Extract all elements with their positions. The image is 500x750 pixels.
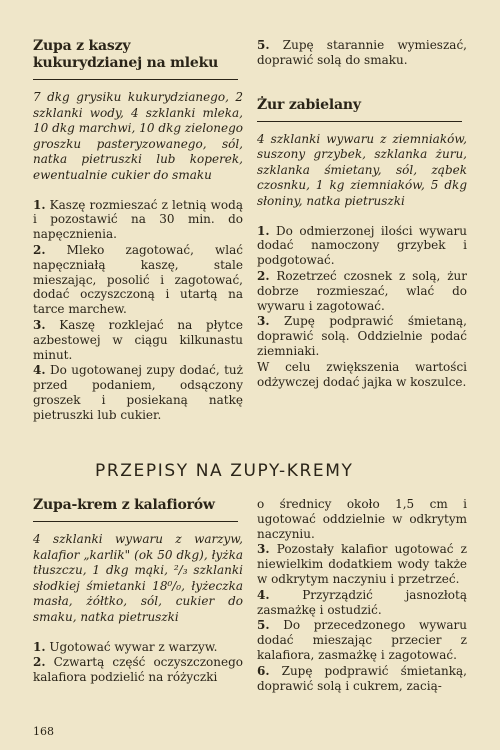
section-heading: PRZEPISY NA ZUPY-KREMY	[95, 461, 354, 481]
step	[33, 318, 243, 362]
step-number: 4.	[33, 363, 46, 378]
step-text: Do odmierzonej ilości wywaru dodać namoczony grzybek i podgotować.	[257, 223, 467, 268]
ingredients-list: 4 szklanki wywaru z ziemniaków, suszony grzybek, szklanka żuru, szklanka śmietany, sól, ząbek czosnku, 1 kg ziemniaków, 5 dkg słoniny, natka pietruszki	[257, 131, 467, 208]
step-text: Przyrządzić jasnozłotą zasmażkę i ostudzić.	[257, 587, 467, 617]
title-rule	[33, 521, 238, 522]
step	[33, 363, 243, 422]
step	[257, 314, 467, 358]
title-rule	[33, 79, 238, 80]
note	[257, 360, 467, 390]
step-number: 1.	[33, 639, 46, 654]
step-number: 5.	[257, 38, 270, 52]
step-text: Do przecedzonego wywaru dodać mieszając przecier z kalafiora, zasmażkę i zagotować.	[257, 618, 467, 662]
step-text: Zupę starannie wymieszać, doprawić solą do smaku.	[257, 38, 467, 67]
step-lead	[257, 497, 467, 541]
note-text: W celu zwiększenia wartości odżywczej dodać jajka w koszulce.	[257, 359, 467, 389]
step	[33, 198, 243, 242]
step-text: Kaszę rozmieszać z letnią wodą i pozostawić na 30 min. do napęcznienia.	[33, 197, 243, 242]
step-number: 3.	[257, 542, 270, 557]
step-text: Zupę podprawić śmietanką, doprawić solą i cukrem, zacią-	[257, 663, 467, 693]
step-text: Mleko zagotować, wlać napęczniałą kaszę, stale mieszając, posolić i zagotować, dodać oczyszczoną i utartą na tarce marchew.	[33, 242, 243, 317]
steps-list-continued	[257, 497, 467, 693]
step-text: Zupę podprawić śmietaną, doprawić solą. Oddzielnie podać ziemniaki.	[257, 314, 467, 358]
recipe-zupa-krem	[33, 497, 243, 686]
step-number: 1.	[257, 223, 270, 238]
recipe-title: Zupa-krem z kalafiorów	[33, 497, 215, 513]
step-number: 2.	[33, 655, 46, 670]
step-number: 1.	[33, 197, 46, 212]
step	[33, 243, 243, 317]
step	[33, 655, 243, 685]
step-text: Pozostały kalafior ugotować z niewielkim dodatkiem wody także w odkrytym naczyniu i przetrzeć.	[257, 542, 467, 586]
step-number: 2.	[33, 242, 46, 257]
steps-list	[33, 198, 243, 423]
steps-list	[257, 224, 467, 390]
step-text: Rozetrzeć czosnek z solą, żur dobrze rozmieszać, wlać do wywaru i zagotować.	[257, 268, 467, 313]
title-rule	[257, 121, 462, 122]
step	[257, 224, 467, 268]
steps-list-continued	[257, 38, 467, 68]
step-number: 2.	[257, 268, 270, 283]
step	[257, 588, 467, 618]
step-number: 6.	[257, 663, 270, 678]
step-number: 5.	[257, 618, 270, 633]
step-text: Do ugotowanej zupy dodać, tuż przed podaniem, odsączony groszek i posiekaną natkę pietruszki lub cukier.	[33, 363, 243, 422]
step-text: Kaszę rozklejać na płytce azbestowej w ciągu kilkunastu minut.	[33, 317, 243, 362]
steps-list	[33, 640, 243, 685]
recipe-title: Żur zabielany	[257, 96, 361, 113]
step-number: 3.	[33, 317, 46, 332]
step	[257, 618, 467, 662]
recipe-zupa-kasza	[33, 38, 243, 424]
step	[257, 269, 467, 313]
recipe-column-right	[257, 38, 467, 390]
step	[257, 664, 467, 694]
step	[33, 640, 243, 655]
step-number: 4.	[257, 587, 270, 602]
step-text: o średnicy około 1,5 cm i ugotować oddzielnie w odkrytym naczyniu.	[257, 497, 467, 541]
ingredients-list: 7 dkg grysiku kukurydzianego, 2 szklanki wody, 4 szklanki mleka, 10 dkg marchwi, 10 dkg zielonego groszku pasteryzowanego, sól, natka pietruszki lub koperek, ewentualnie cukier do smaku	[33, 90, 243, 182]
step-number: 3.	[257, 314, 270, 329]
step	[257, 38, 467, 68]
page-number: 168	[33, 725, 54, 738]
step	[257, 542, 467, 586]
recipe-title: Zupa z kaszy kukurydzianej na mleku	[33, 38, 219, 71]
recipe-zupa-krem-continued	[257, 497, 467, 694]
ingredients-list: 4 szklanki wywaru z warzyw, kalafior „karlik" (ok 50 dkg), łyżka tłuszczu, 1 dkg mąki, ²/₃ szklanki słodkiej śmietanki 18⁰/₀, łyżeczka masła, żółtko, sól, cukier do smaku, natka pietruszki	[33, 532, 243, 624]
step-text: Ugotować wywar z warzyw.	[49, 639, 218, 654]
step-text: Czwartą część oczyszczonego kalafiora podzielić na różyczki	[33, 655, 243, 685]
